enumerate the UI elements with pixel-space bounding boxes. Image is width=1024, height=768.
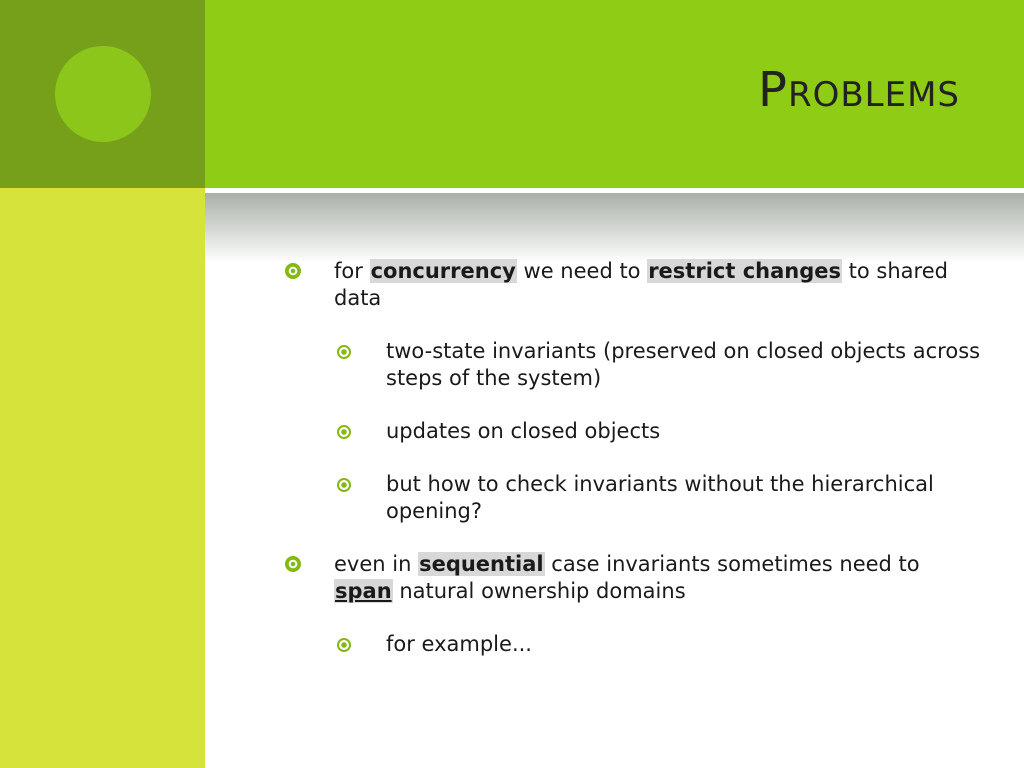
bullet-list (282, 258, 982, 658)
bullet-item (282, 551, 982, 605)
sub-bullet-dot-icon (337, 638, 351, 652)
sub-bullet-item (282, 338, 982, 392)
sub-bullet-text: two-state invariants (preserved on closed objects across steps of the system) (386, 339, 981, 390)
bullet-item (282, 258, 982, 312)
sub-bullet-text: but how to check invariants without the hierarchical opening? (386, 472, 934, 523)
highlight-concurrency: concurrency (370, 259, 516, 283)
sub-bullet-dot-icon (337, 478, 351, 492)
bullet-ring-icon (285, 556, 301, 572)
highlight-restrict-changes: restrict changes (648, 259, 841, 283)
gradient-band (205, 193, 1024, 263)
bullet-ring-icon (285, 263, 301, 279)
sub-bullet-dot-icon (337, 345, 351, 359)
slide-title: Problems (758, 62, 960, 118)
sub-bullet-item (282, 631, 982, 658)
sub-bullet-dot-icon (337, 425, 351, 439)
sub-bullet-text: updates on closed objects (386, 419, 661, 443)
sidebar-panel (0, 188, 205, 768)
sub-bullet-text: for example... (386, 632, 532, 656)
decorative-circle (55, 46, 151, 142)
bullet-text: for concurrency we need to restrict changes to shared data (334, 259, 948, 310)
sub-bullet-item (282, 418, 982, 445)
highlight-span: span (335, 579, 392, 603)
highlight-sequential: sequential (419, 552, 544, 576)
sub-bullet-item (282, 471, 982, 525)
bullet-text: even in sequential case invariants sometimes need to span natural ownership domains (334, 552, 920, 603)
